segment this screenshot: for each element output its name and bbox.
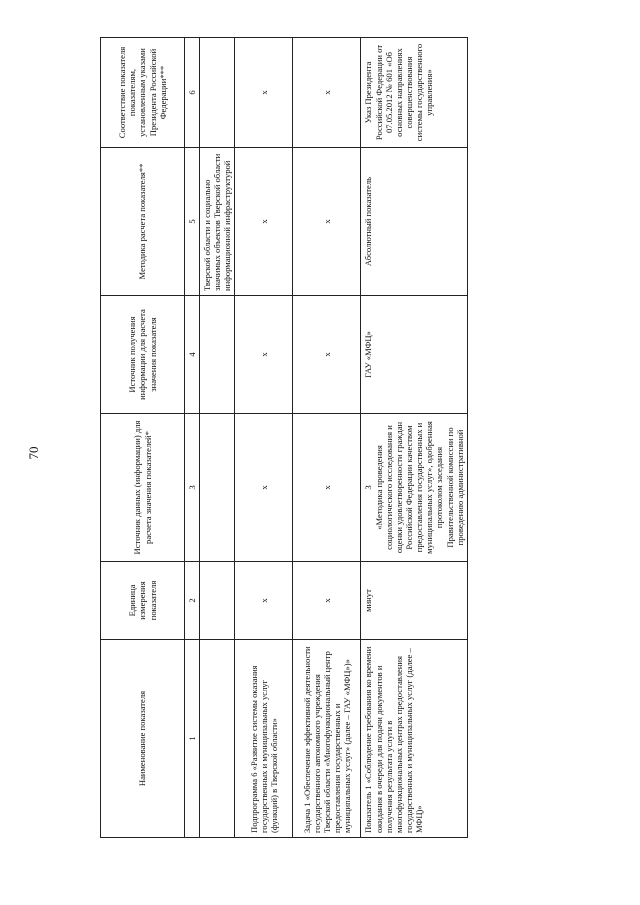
- table-row: [293, 38, 361, 838]
- row-source: х: [235, 414, 293, 562]
- row-unit: х: [235, 562, 293, 640]
- row-decree: х: [235, 38, 293, 148]
- row-method: х: [235, 148, 293, 296]
- row-source-number: 3: [363, 485, 374, 490]
- row-origin: х: [293, 296, 361, 414]
- column-number-row: [185, 38, 200, 838]
- row-source: «Методика проведения социологического исследования и оценки удовлетворенности граждан Российской Федерации качеством предоставления государственных и муниципальных услуг», одобренная протоколом заседания Правительственной комиссии по проведению административной: [373, 421, 465, 554]
- header-decree: Соответствие показателя показателям, установленным указами Президента Российской Федерации***: [101, 38, 185, 148]
- column-number: 6: [185, 38, 200, 148]
- row-name: Подпрограмма 6 «Развитие системы оказания государственных и муниципальных услуг (функций) в Тверской области»: [235, 640, 293, 838]
- row-method: х: [293, 148, 361, 296]
- row-unit: х: [293, 562, 361, 640]
- continuation-row: [200, 38, 235, 838]
- row-decree: Указ Президента Российской Федерации от 07.05.2012 № 601 «Об основных направлениях совершенствования системы государственного управления»: [361, 38, 467, 148]
- table-cell: [200, 414, 235, 562]
- column-number: 1: [185, 640, 200, 838]
- table-cell: [200, 38, 235, 148]
- header-info-origin: Источник получения информации для расчета значения показателя: [101, 296, 185, 414]
- column-number: 3: [185, 414, 200, 562]
- indicator-table: [100, 37, 468, 838]
- row-method: Абсолютный показатель: [361, 148, 467, 296]
- header-unit: Единица измерения показателя: [101, 562, 185, 640]
- page-number: 70: [26, 446, 41, 460]
- row-origin: х: [235, 296, 293, 414]
- row-source: х: [293, 414, 361, 562]
- table-cell: [200, 296, 235, 414]
- table-cell: [200, 640, 235, 838]
- row-origin: ГАУ «МФЦ»: [361, 296, 467, 414]
- header-indicator-name: Наименование показателя: [101, 640, 185, 838]
- table-row: [235, 38, 293, 838]
- row-decree: х: [293, 38, 361, 148]
- column-number: 4: [185, 296, 200, 414]
- header-data-source: Источник данных (информации) для расчета значения показателей*: [101, 414, 185, 562]
- header-method: Методика расчета показателя**: [101, 148, 185, 296]
- table-row: [361, 38, 467, 838]
- row-source-cell: [361, 414, 467, 562]
- column-number: 2: [185, 562, 200, 640]
- row-name: Показатель 1 «Соблюдение требования ко времени ожидания в очереди для подачи документов и получения результата услуги в многофункциональных центрах предоставления государственных и муниципальных услуг (далее – МФЦ)»: [361, 640, 467, 838]
- row-name: Задача 1 «Обеспечение эффективной деятельности государственного автономного учреждения Тверской области «Многофункциональный центр предоставления государственных и муниципальных услуг» (далее – ГАУ «МФЦ»)»: [293, 640, 361, 838]
- table-cell: [200, 562, 235, 640]
- column-number: 5: [185, 148, 200, 296]
- rotated-page-area: [100, 38, 640, 838]
- continuation-text: Тверской области и социально значимых объектов Тверской области информационной инфраструктурой: [200, 148, 235, 296]
- indicator-table-wrapper: [100, 38, 465, 838]
- row-unit: минут: [361, 562, 467, 640]
- table-header-row: [101, 38, 185, 838]
